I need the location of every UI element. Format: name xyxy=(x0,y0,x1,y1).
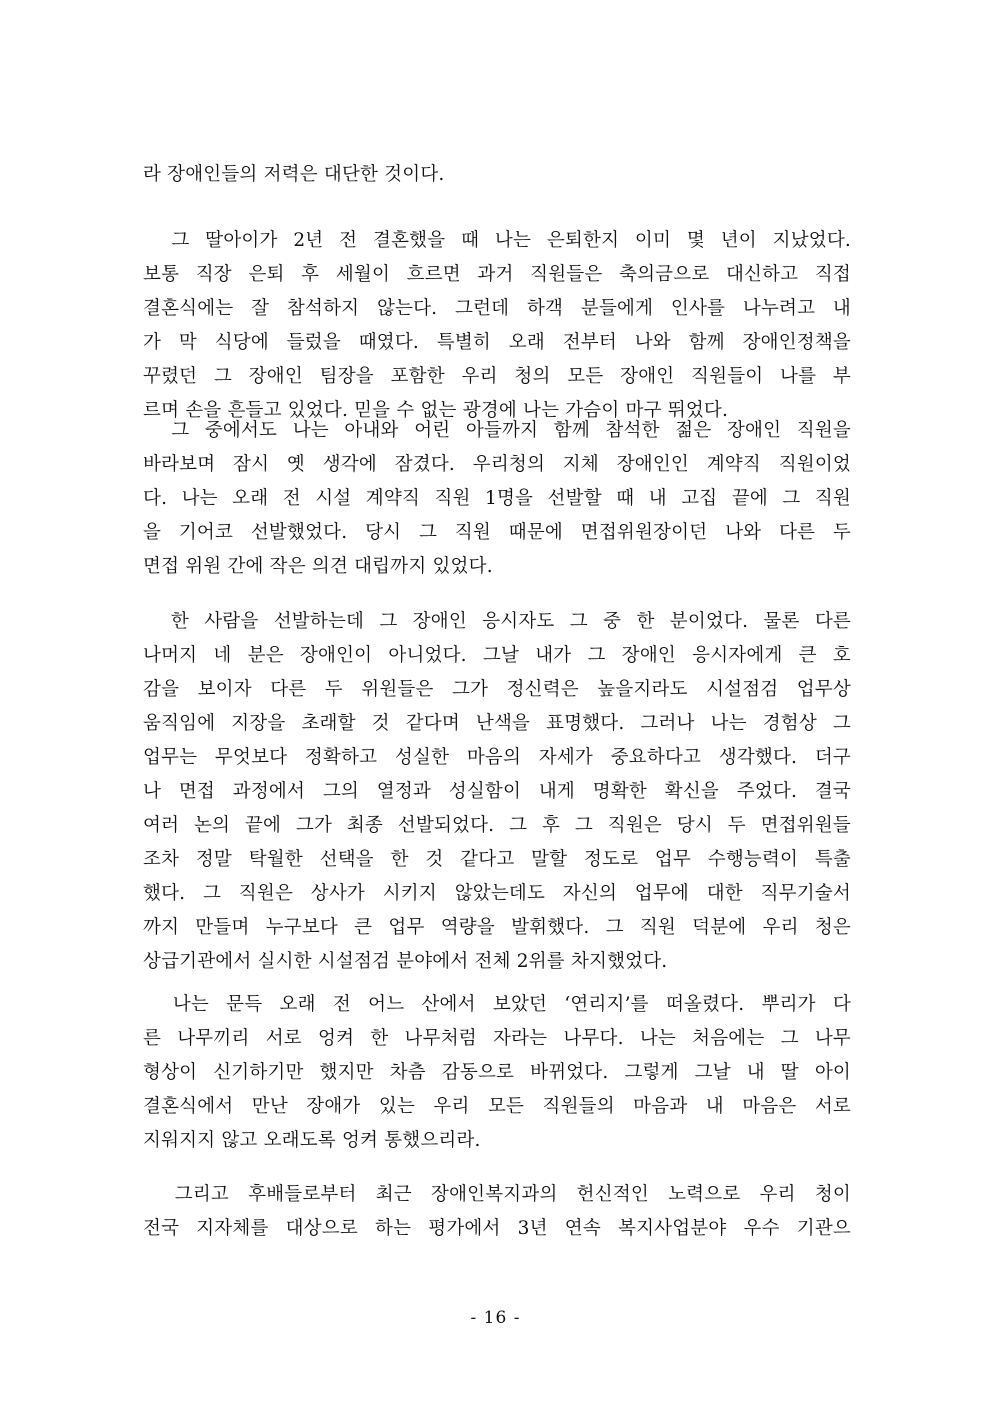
text-line: 까지 만들며 누구보다 큰 업무 역량을 발휘했다. 그 직원 덕분에 우리 청은 xyxy=(143,917,851,938)
text-line: 가 막 식당에 들렀을 때였다. 특별히 오래 전부터 나와 함께 장애인정책을 xyxy=(143,332,851,353)
text-line: 바라보며 잠시 옛 생각에 잠겼다. 우리청의 지체 장애인인 계약직 직원이었 xyxy=(143,454,851,475)
text-line: 결혼식에는 잘 참석하지 않는다. 그런데 하객 분들에게 인사를 나누려고 내 xyxy=(143,298,851,319)
text-line: 라 장애인들의 저력은 대단한 것이다. xyxy=(143,164,445,185)
text-line: 르며 손을 흔들고 있었다. 믿을 수 없는 광경에 나는 가슴이 마구 뛰었다. xyxy=(143,400,729,421)
paragraph-1 xyxy=(143,158,851,192)
paragraph-2 xyxy=(143,224,851,428)
paragraph-6 xyxy=(143,1178,851,1246)
page-number: - 16 - xyxy=(470,1308,521,1328)
text-line: 상급기관에서 실시한 시설점검 분야에서 전체 2위를 차지했었다. xyxy=(143,951,668,972)
text-line: 나머지 네 분은 장애인이 아니었다. 그날 내가 그 장애인 응시자에게 큰 호 xyxy=(143,645,851,666)
text-line: 그리고 후배들로부터 최근 장애인복지과의 헌신적인 노력으로 우리 청이 xyxy=(143,1184,851,1205)
text-line: 한 사람을 선발하는데 그 장애인 응시자도 그 중 한 분이었다. 물론 다른 xyxy=(143,611,851,632)
paragraph-4 xyxy=(143,605,851,979)
text-line: 보통 직장 은퇴 후 세월이 흐르면 과거 직원들은 축의금으로 대신하고 직접 xyxy=(143,264,851,285)
paragraph-3 xyxy=(143,414,851,584)
text-line: 감을 보이자 다른 두 위원들은 그가 정신력은 높을지라도 시설점검 업무상 xyxy=(143,679,851,700)
text-line: 지워지지 않고 오래도록 엉켜 통했으리라. xyxy=(143,1130,481,1151)
text-line: 움직임에 지장을 초래할 것 같다며 난색을 표명했다. 그러나 나는 경험상 그 xyxy=(143,713,851,734)
text-line: 꾸렸던 그 장애인 팀장을 포함한 우리 청의 모든 장애인 직원들이 나를 부 xyxy=(143,366,851,387)
text-line: 전국 지자체를 대상으로 하는 평가에서 3년 연속 복지사업분야 우수 기관으 xyxy=(143,1218,851,1239)
text-line: 조차 정말 탁월한 선택을 한 것 같다고 말할 정도로 업무 수행능력이 특출 xyxy=(143,849,851,870)
text-line: 여러 논의 끝에 그가 최종 선발되었다. 그 후 그 직원은 당시 두 면접위원들 xyxy=(143,815,851,836)
paragraph-5 xyxy=(143,988,851,1158)
text-line: 다. 나는 오래 전 시설 계약직 직원 1명을 선발할 때 내 고집 끝에 그 직원 xyxy=(143,488,851,509)
text-line: 업무는 무엇보다 정확하고 성실한 마음의 자세가 중요하다고 생각했다. 더구 xyxy=(143,747,851,768)
text-line: 면접 위원 간에 작은 의견 대립까지 있었다. xyxy=(143,556,493,577)
text-line: 결혼식에서 만난 장애가 있는 우리 모든 직원들의 마음과 내 마음은 서로 xyxy=(143,1096,851,1117)
text-line: 했다. 그 직원은 상사가 시키지 않았는데도 자신의 업무에 대한 직무기술서 xyxy=(143,883,851,904)
text-line: 그 중에서도 나는 아내와 어린 아들까지 함께 참석한 젊은 장애인 직원을 xyxy=(143,420,851,441)
text-line: 른 나무끼리 서로 엉켜 한 나무처럼 자라는 나무다. 나는 처음에는 그 나무 xyxy=(143,1028,851,1049)
text-line: 을 기어코 선발했었다. 당시 그 직원 때문에 면접위원장이던 나와 다른 두 xyxy=(143,522,851,543)
text-line: 나는 문득 오래 전 어느 산에서 보았던 ‘연리지’를 떠올렸다. 뿌리가 다 xyxy=(143,994,851,1015)
text-line: 형상이 신기하기만 했지만 차츰 감동으로 바뀌었다. 그렇게 그날 내 딸 아이 xyxy=(143,1062,851,1083)
text-line: 그 딸아이가 2년 전 결혼했을 때 나는 은퇴한지 이미 몇 년이 지났었다. xyxy=(143,230,851,251)
text-line: 나 면접 과정에서 그의 열정과 성실함이 내게 명확한 확신을 주었다. 결국 xyxy=(143,781,851,802)
